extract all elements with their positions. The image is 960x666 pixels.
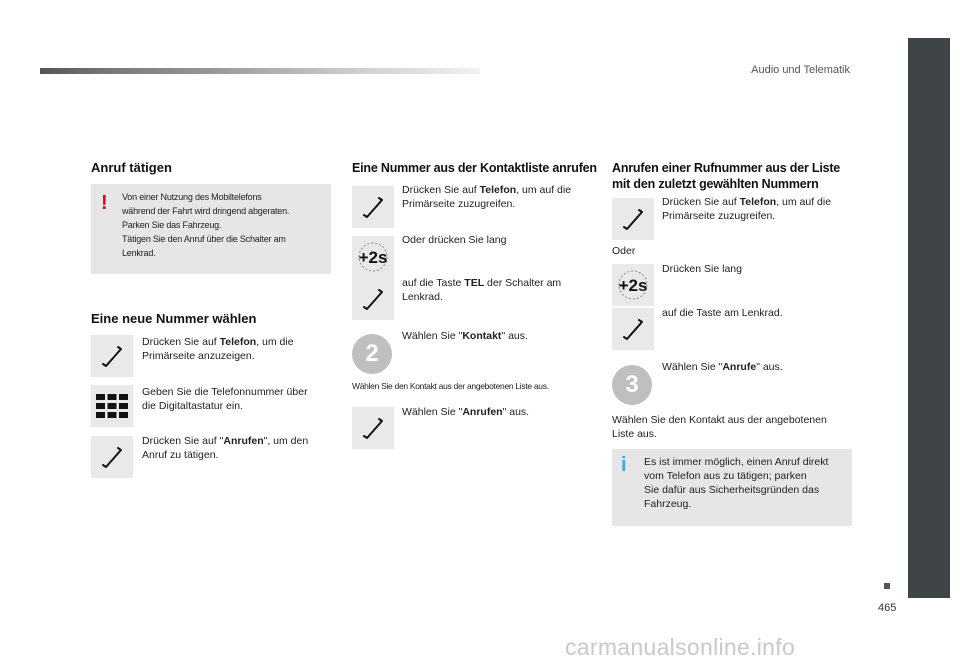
heading-anruf-taetigen: Anruf tätigen — [91, 160, 172, 175]
watermark: carmanualsonline.info — [565, 634, 796, 660]
phone-button[interactable] — [352, 186, 394, 228]
step-number-2: 2 — [352, 334, 392, 374]
phone-handset-icon — [612, 308, 654, 350]
header-gradient-bar — [40, 68, 480, 74]
step-taste-lenkrad: auf die Taste am Lenkrad. — [662, 307, 783, 319]
info-icon: i — [621, 454, 627, 476]
step-anrufe: Wählen Sie "Anrufe" aus. — [662, 361, 783, 373]
step-digitaltastatur: Geben Sie die Telefonnummer über die Digitaltastatur ein. — [142, 386, 308, 412]
step-telefon: Drücken Sie auf Telefon, um auf die Primärseite zuzugreifen. — [402, 184, 572, 210]
side-stripe — [908, 38, 950, 598]
step-lang-druecken: Drücken Sie lang — [662, 263, 742, 275]
page-marker — [884, 583, 890, 589]
svg-text:+2s: +2s — [358, 248, 388, 267]
oder-label: Oder — [612, 245, 636, 257]
keypad-button[interactable] — [91, 385, 133, 427]
step-telefon: Drücken Sie auf Telefon, um die Primärseite anzuzeigen. — [142, 336, 294, 362]
select-contact-text: Wählen Sie den Kontakt aus der angebotenen Liste aus. — [352, 381, 549, 391]
warning-icon: ! — [101, 192, 108, 214]
step-kontakt: Wählen Sie "Kontakt" aus. — [402, 330, 528, 342]
steering-phone-button[interactable] — [612, 308, 654, 350]
phone-handset-icon — [91, 436, 133, 478]
heading-zuletzt-gewaehlt: Anrufen einer Rufnummer aus der Liste mit den zuletzt gewählten Nummern — [612, 161, 841, 191]
heading-kontaktliste: Eine Nummer aus der Kontaktliste anrufen — [352, 161, 597, 175]
step-anrufen: Wählen Sie "Anrufen" aus. — [402, 406, 530, 418]
phone-handset-icon — [352, 407, 394, 449]
call-button[interactable] — [352, 407, 394, 449]
warning-text: Von einer Nutzung des Mobiltelefons während der Fahrt wird dringend abgeraten. Parken Sie das Fahrzeug. Tätigen Sie den Anruf über die Schalter am Lenkrad. — [122, 192, 290, 258]
warning-box — [91, 184, 331, 274]
step-telefon: Drücken Sie auf Telefon, um auf die Primärseite zuzugreifen. — [662, 196, 832, 222]
step-taste-tel: auf die Taste TEL der Schalter am Lenkrad. — [402, 277, 562, 303]
step-number-3: 3 — [612, 365, 652, 405]
svg-text:+2s: +2s — [618, 276, 648, 295]
tel-steering-button[interactable] — [352, 278, 394, 320]
long-press-button[interactable] — [612, 264, 654, 306]
phone-handset-icon — [91, 335, 133, 377]
info-box — [612, 449, 852, 526]
long-press-icon — [612, 264, 654, 306]
page-number: 465 — [878, 602, 897, 614]
heading-neue-nummer: Eine neue Nummer wählen — [91, 311, 257, 326]
long-press-icon — [352, 236, 394, 278]
call-button[interactable] — [91, 436, 133, 478]
step-anrufen: Drücken Sie auf "Anrufen", um den Anruf zu tätigen. — [142, 435, 309, 461]
step-lang-druecken: Oder drücken Sie lang — [402, 234, 507, 246]
section-title: Audio und Telematik — [751, 64, 850, 76]
select-contact-text: Wählen Sie den Kontakt aus der angebotenen Liste aus. — [612, 414, 827, 440]
phone-handset-icon — [612, 198, 654, 240]
info-text: Es ist immer möglich, einen Anruf direkt vom Telefon aus zu tätigen; parken Sie dafür aus Sicherheitsgründen das Fahrzeug. — [644, 456, 829, 510]
phone-handset-icon — [352, 278, 394, 320]
long-press-button[interactable] — [352, 236, 394, 278]
keypad-icon — [91, 385, 133, 427]
phone-button[interactable] — [612, 198, 654, 240]
phone-button[interactable] — [91, 335, 133, 377]
phone-handset-icon — [352, 186, 394, 228]
